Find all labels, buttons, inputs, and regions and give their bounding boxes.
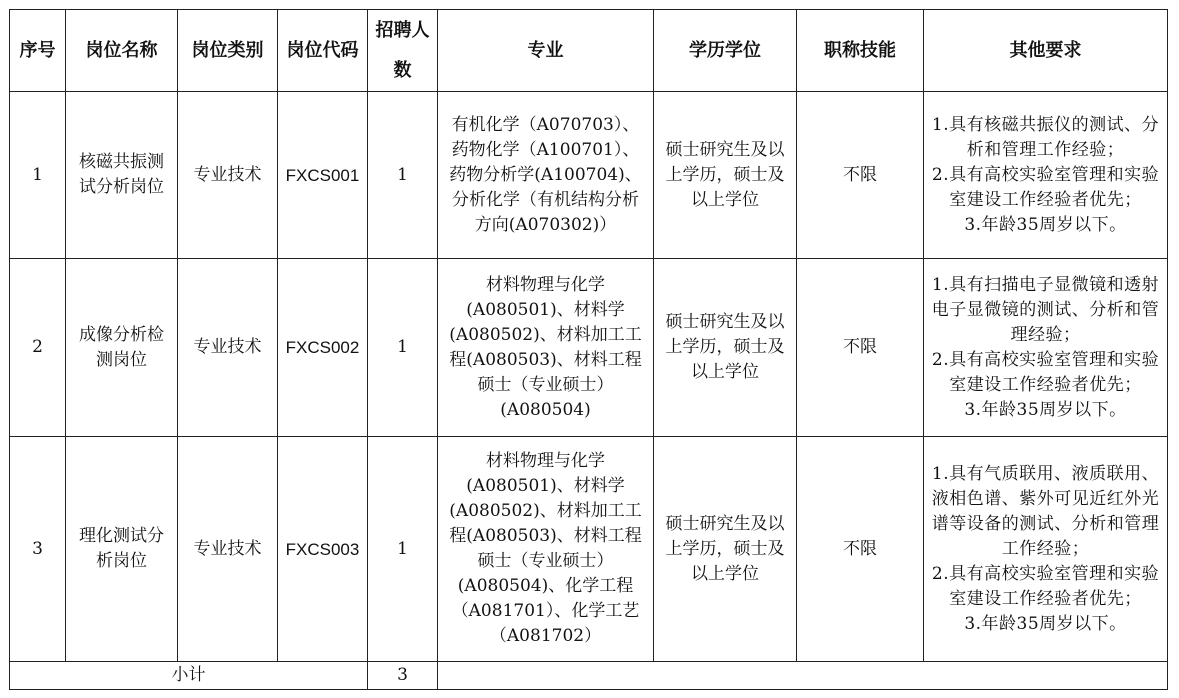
cell-hire-count: 1 [368, 437, 438, 662]
subtotal-row [10, 662, 1168, 690]
cell-category: 专业技术 [178, 437, 278, 662]
cell-position-name: 理化测试分析岗位 [66, 437, 178, 662]
cell-category: 专业技术 [178, 259, 278, 437]
cell-education: 硕士研究生及以上学历，硕士及以上学位 [654, 92, 797, 259]
cell-seq: 3 [10, 437, 66, 662]
cell-hire-count: 1 [368, 259, 438, 437]
requirement-item: 1.具有气质联用、液质联用、液相色谱、紫外可见近红外光谱等设备的测试、分析和管理工作经验； [931, 463, 1160, 559]
requirement-item: 3.年龄35周岁以下。 [964, 613, 1127, 634]
cell-education: 硕士研究生及以上学历，硕士及以上学位 [654, 259, 797, 437]
requirement-item: 3.年龄35周岁以下。 [964, 214, 1127, 235]
subtotal-label: 小计 [10, 662, 368, 690]
cell-education: 硕士研究生及以上学历，硕士及以上学位 [654, 437, 797, 662]
requirement-item: 3.年龄35周岁以下。 [964, 399, 1127, 420]
header-title: 职称技能 [797, 10, 924, 92]
table-row [10, 437, 1168, 662]
table-header-row [10, 10, 1168, 92]
cell-title: 不限 [797, 437, 924, 662]
subtotal-count: 3 [368, 662, 438, 690]
cell-requirements [924, 437, 1168, 662]
cell-major: 有机化学（A070703）、药物化学（A100701）、药物分析学(A100704)、分析化学（有机结构分析方向(A070302)） [438, 92, 654, 259]
cell-category: 专业技术 [178, 92, 278, 259]
requirement-item: 2.具有高校实验室管理和实验室建设工作经验者优先； [931, 563, 1160, 609]
cell-seq: 2 [10, 259, 66, 437]
header-position-code: 岗位代码 [278, 10, 368, 92]
requirement-item: 1.具有扫描电子显微镜和透射电子显微镜的测试、分析和管理经验； [931, 274, 1160, 345]
header-education: 学历学位 [654, 10, 797, 92]
header-seq: 序号 [10, 10, 66, 92]
cell-requirements [924, 92, 1168, 259]
cell-position-name: 成像分析检测岗位 [66, 259, 178, 437]
cell-requirements [924, 259, 1168, 437]
header-major: 专业 [438, 10, 654, 92]
cell-position-name: 核磁共振测试分析岗位 [66, 92, 178, 259]
cell-position-code: FXCS002 [278, 259, 368, 437]
cell-position-code: FXCS001 [278, 92, 368, 259]
cell-major: 材料物理与化学(A080501)、材料学(A080502)、材料加工工程(A080503)、材料工程硕士（专业硕士）(A080504) [438, 259, 654, 437]
header-hire-count: 招聘人数 [368, 10, 438, 92]
requirement-item: 2.具有高校实验室管理和实验室建设工作经验者优先； [931, 164, 1160, 210]
recruitment-table [9, 9, 1168, 690]
cell-title: 不限 [797, 259, 924, 437]
cell-title: 不限 [797, 92, 924, 259]
table-row [10, 259, 1168, 437]
subtotal-empty [438, 662, 1168, 690]
header-category: 岗位类别 [178, 10, 278, 92]
requirement-item: 2.具有高校实验室管理和实验室建设工作经验者优先； [931, 349, 1160, 395]
cell-seq: 1 [10, 92, 66, 259]
header-other: 其他要求 [924, 10, 1168, 92]
table-row [10, 92, 1168, 259]
cell-hire-count: 1 [368, 92, 438, 259]
requirement-item: 1.具有核磁共振仪的测试、分析和管理工作经验； [931, 114, 1160, 160]
cell-major: 材料物理与化学(A080501)、材料学(A080502)、材料加工工程(A080503)、材料工程硕士（专业硕士）(A080504)、化学工程（A081701）、化学工艺（A081702） [438, 437, 654, 662]
cell-position-code: FXCS003 [278, 437, 368, 662]
header-position-name: 岗位名称 [66, 10, 178, 92]
